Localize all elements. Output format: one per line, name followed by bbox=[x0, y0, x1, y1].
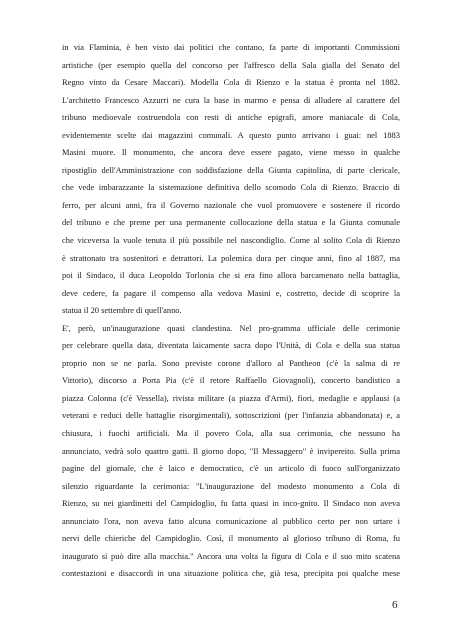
text-line: statua il 20 settembre di quell'anno. bbox=[62, 305, 182, 316]
text-line: Vittorio), discorso a Porta Pia (c'è il retore Raffaello Giovagnoli), concerto bandistico a bbox=[62, 375, 400, 386]
text-line: ferro, per alcuni anni, fra il Governo nazionale che vuol promuovere e sostenere il ricordo bbox=[62, 199, 400, 210]
text-line: annunciato, vedrà solo quattro gatti. Il giorno dopo, "Il Messaggero" è invipereito. Sulla prima bbox=[62, 445, 400, 456]
text-line: nervi delle chieriche del Campidoglio. Così, il monumento al glorioso tribuno di Roma, fu bbox=[62, 533, 400, 544]
page-number: 6 bbox=[392, 599, 398, 611]
text-line: che vede imbarazzante la sistemazione definitiva dello scomodo Cola di Rienzo. Braccio di bbox=[62, 182, 400, 193]
text-line: silenzio riguardante la cerimonia: "L'inaugurazione del modesto monumento a Cola di bbox=[62, 480, 400, 491]
body-text bbox=[62, 39, 400, 583]
text-line: Regno vinto da Cesare Maccari). Modella Cola di Rienzo e la statua è pronta nel 1882. bbox=[62, 77, 400, 88]
text-line: del tribuno e che preme per una permanente collocazione della statua e la Giunta comunale bbox=[62, 217, 400, 228]
text-line: E', però, un'inaugurazione quasi clandestina. Nel pro-gramma ufficiale delle cerimonie bbox=[62, 322, 400, 333]
text-line: poi il Sindaco, il duca Leopoldo Torlonia che si era fino allora barcamenato nella battaglia, bbox=[62, 270, 400, 281]
text-line: tribuno medioevale costruendola con resti di antiche epigrafi, amore maniacale di Cola, bbox=[62, 112, 400, 123]
text-line: per celebrare quella data, diventata laicamente sacra dopo l'Unità, di Cola e della sua statua bbox=[62, 340, 400, 351]
text-line: in via Flaminia, è ben visto dai politici che contano, fa parte di importanti Commissioni bbox=[62, 42, 400, 52]
text-line: L'architetto Francesco Azzurri ne cura la base in marmo e pensa di alludere al carattere del bbox=[62, 94, 400, 105]
text-line: annunciato l'ora, non aveva fatto alcuna comunicazione al pubblico certo per non urtare i bbox=[62, 515, 400, 526]
text-line: ripostiglio dell'Amministrazione con soddisfazione della Giunta capitolina, di parte clericale, bbox=[62, 164, 400, 175]
text-line: chiusura, i fuochi artificiali. Ma il povero Cola, alla sua cerimonia, che nessuno ha bbox=[62, 428, 400, 439]
text-line: deve cedere, fa pagare il compenso alla vedova Masini e, costretto, decide di scoprire la bbox=[62, 287, 400, 298]
text-line: veterani e reduci delle battaglie risorgimentali), sottoscrizioni (per l'infanzia abbandonata) e, a bbox=[62, 410, 400, 421]
text-line: è strattonato tra sostenitori e detrattori. La polemica dura per cinque anni, fino al 1887, ma bbox=[62, 252, 400, 263]
text-line: contestazioni e disaccordi in una situazione politica che, già tesa, precipita poi qualche mese bbox=[62, 568, 400, 579]
text-line: Masini muore. Il monumento, che ancora deve essere pagato, viene messo in qualche bbox=[62, 147, 400, 158]
text-line: piazza Colonna (c'è Vessella), rivista militare (a piazza d'Armi), fiori, medaglie e applausi (a bbox=[62, 392, 400, 403]
text-line: che viceversa la vuole tenuta il più possibile nel nascondiglio. Come al solito Cola di Rienzo bbox=[62, 235, 400, 246]
text-line: artistiche (per esempio quella del concorso per l'affresco della Sala gialla del Senato del bbox=[62, 59, 400, 70]
text-line: proprio non se ne parla. Sono previste corone d'alloro al Pantheon (c'è la salma di re bbox=[62, 357, 400, 368]
text-line: inaugurato si può dire alla macchia." Ancora una volta la figura di Cola e il suo mito scatena bbox=[62, 550, 400, 561]
text-line: Rienzo, su nei giardinetti del Campidoglio, fu fatta quasi in inco-gnito. Il Sindaco non aveva bbox=[62, 498, 400, 509]
text-line: evidentemente scelte dai magazzini comunali. A questo punto arrivano i guai: nel 1883 bbox=[62, 129, 400, 140]
text-line: pagine del giornale, che è laico e democratico, c'è un articolo di fuoco sull'organizzato bbox=[62, 463, 400, 474]
